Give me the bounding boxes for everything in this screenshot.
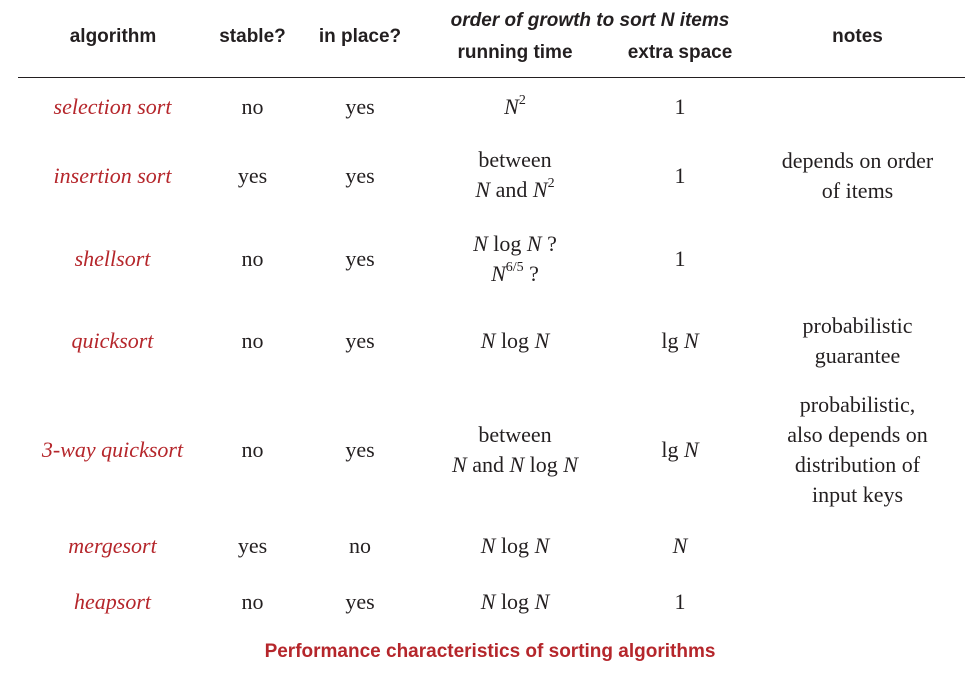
algorithm-name: mergesort [68,533,157,558]
running-time-value: $N^2$ [504,93,526,119]
header-notes: notes [832,26,883,47]
algorithm-name: quicksort [71,328,154,353]
extra-space-value: 1 [674,163,686,188]
header-extra-space: extra space [627,42,733,63]
running-time-value: N log N [480,533,550,558]
stable-value: no [241,437,264,462]
in-place-value: yes [345,328,375,353]
running-time-value: N log N [480,328,550,353]
in-place-value: yes [345,437,375,462]
header-stable: stable? [219,26,286,47]
extra-space-value: lg N [661,328,699,353]
extra-space-value: N [672,533,688,558]
header-algorithm: algorithm [69,26,157,47]
stable-value: yes [237,533,268,558]
header-running-time: running time [457,42,573,63]
algorithm-name: 3-way quicksort [41,437,184,462]
header-rule [18,77,965,78]
stable-value: no [241,94,264,119]
algorithm-name: heapsort [74,589,151,614]
in-place-value: yes [345,589,375,614]
in-place-value: yes [345,163,375,188]
running-time-value: between N and N log N [452,422,578,477]
stable-value: no [241,246,264,271]
extra-space-value: 1 [674,94,686,119]
header-in-place: in place? [318,26,402,47]
stable-value: yes [237,163,268,188]
running-time-value: N log N ? $N^{6/5}$ ? [473,231,557,286]
notes-value: depends on order of items [781,148,934,203]
running-time-value: N log N [480,589,550,614]
extra-space-value: 1 [674,246,686,271]
notes-value: probabilistic guarantee [802,313,913,368]
table-caption: Performance characteristics of sorting algorithms [264,641,716,662]
stable-value: no [241,589,264,614]
running-time-value: between N and $N^2$ [475,147,555,202]
stable-value: no [241,328,264,353]
algorithm-name: insertion sort [53,163,172,188]
notes-value: probabilistic, also depends on distribution of input keys [787,392,928,507]
in-place-value: yes [345,246,375,271]
extra-space-value: lg N [661,437,699,462]
in-place-value: no [349,533,371,558]
header-growth-group: order of growth to sort N items [450,10,730,31]
in-place-value: yes [345,94,375,119]
extra-space-value: 1 [674,589,686,614]
algorithm-name: shellsort [74,246,151,271]
algorithm-name: selection sort [53,94,172,119]
